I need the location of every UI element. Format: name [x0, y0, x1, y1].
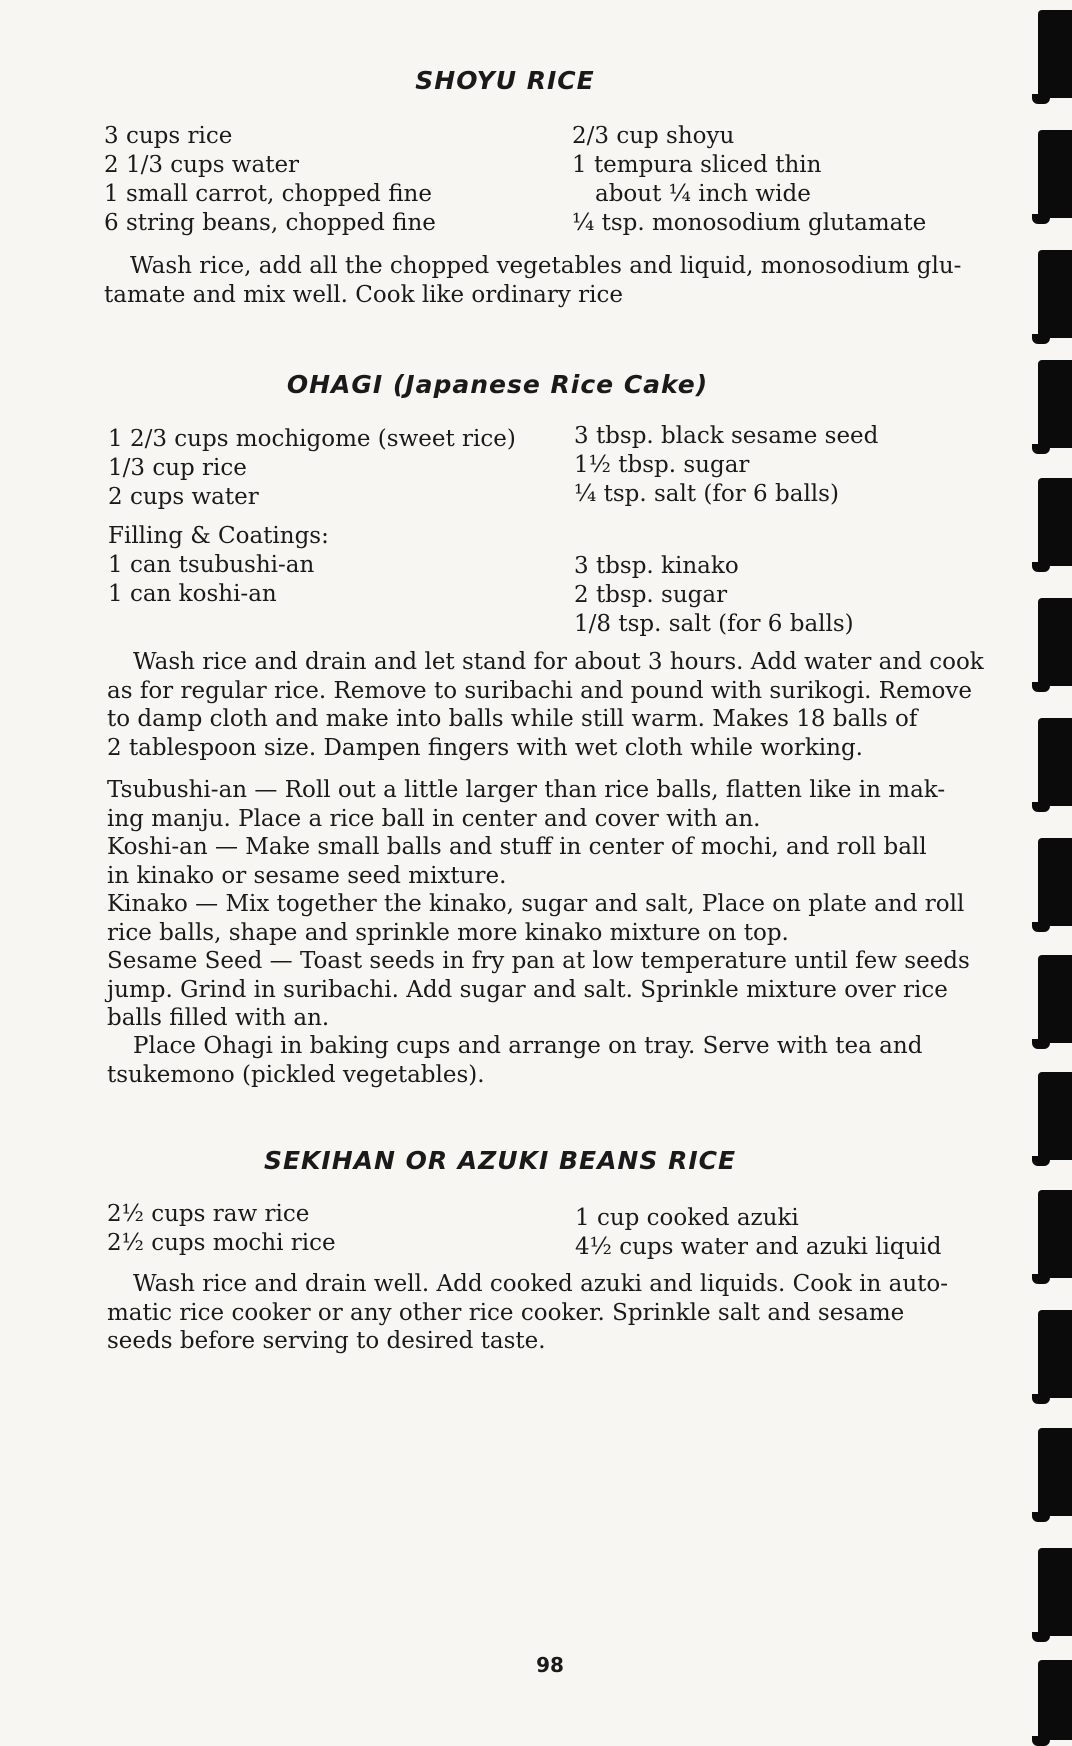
binding-ring — [1038, 130, 1072, 218]
text-line: to damp cloth and make into balls while still warm. Makes 18 balls of — [107, 706, 918, 732]
binding-ring — [1038, 1548, 1072, 1636]
ingredients-left-sekihan — [107, 1200, 336, 1258]
ingredient: 2/3 cup shoyu — [572, 123, 735, 149]
recipe-title-shoyu-rice: SHOYU RICE — [415, 66, 595, 95]
binding-ring — [1038, 1310, 1072, 1398]
instructions-ohagi-1 — [107, 648, 997, 762]
binding-ring — [1038, 250, 1072, 338]
binding-ring — [1038, 838, 1072, 926]
ingredient: 1 tempura sliced thin — [572, 152, 822, 178]
binding-ring — [1038, 1072, 1072, 1160]
text-line: in kinako or sesame seed mixture. — [107, 862, 507, 889]
ingredient: 1 cup cooked azuki — [575, 1205, 799, 1231]
ingredient: 4½ cups water and azuki liquid — [575, 1234, 942, 1260]
text-line: Koshi-an — Make small balls and stuff in center of mochi, and roll ball — [107, 834, 927, 860]
instructions-sekihan — [107, 1270, 997, 1356]
ingredient: 1 small carrot, chopped fine — [104, 181, 432, 207]
binding-ring — [1038, 955, 1072, 1043]
text-line: Kinako — Mix together the kinako, sugar and salt, Place on plate and roll — [107, 891, 965, 917]
ingredient: 1/3 cup rice — [108, 455, 247, 481]
text-line: Wash rice and drain and let stand for about 3 hours. Add water and cook — [133, 649, 984, 675]
recipe-title-ohagi: OHAGI (Japanese Rice Cake) — [286, 370, 709, 399]
text-line: ing manju. Place a rice ball in center and cover with an. — [107, 805, 761, 832]
binding-ring — [1038, 360, 1072, 448]
ingredient: 3 tbsp. kinako — [574, 553, 739, 579]
text-line: tsukemono (pickled vegetables). — [107, 1061, 485, 1088]
page-number: 98 — [536, 1653, 564, 1677]
text-line: rice balls, shape and sprinkle more kinako mixture on top. — [107, 919, 789, 946]
ingredient: 2½ cups mochi rice — [107, 1230, 336, 1256]
text-line: Sesame Seed — Toast seeds in fry pan at low temperature until few seeds — [107, 948, 970, 974]
ingredients-left-shoyu — [104, 122, 436, 238]
ingredient: ¼ tsp. salt (for 6 balls) — [574, 481, 839, 507]
binding-ring — [1038, 1660, 1072, 1740]
filling-left-ohagi — [108, 522, 329, 609]
binding-ring — [1038, 598, 1072, 686]
filling-label: Filling & Coatings: — [108, 523, 329, 549]
text-line: jump. Grind in suribachi. Add sugar and salt. Sprinkle mixture over rice — [107, 976, 948, 1003]
instructions-ohagi-2 — [107, 776, 997, 1033]
binding-ring — [1038, 10, 1072, 98]
ingredient: 1/8 tsp. salt (for 6 balls) — [574, 611, 854, 637]
ingredient: about ¼ inch wide — [595, 181, 811, 207]
ingredient: ¼ tsp. monosodium glutamate — [572, 210, 927, 236]
text-line: seeds before serving to desired taste. — [107, 1328, 546, 1354]
instructions-ohagi-3 — [107, 1032, 997, 1089]
text-line: as for regular rice. Remove to suribachi and pound with surikogi. Remove — [107, 677, 972, 704]
instructions-shoyu — [104, 252, 997, 309]
ingredient: 2 cups water — [108, 484, 259, 510]
ingredient: 1 can koshi-an — [108, 581, 277, 607]
binding-ring — [1038, 1428, 1072, 1516]
binding-ring — [1038, 718, 1072, 806]
text-line: Tsubushi-an — Roll out a little larger than rice balls, flatten like in mak- — [107, 777, 946, 803]
ingredients-right-sekihan — [575, 1204, 941, 1262]
text-line: 2 tablespoon size. Dampen fingers with wet cloth while working. — [107, 734, 863, 761]
text-line: matic rice cooker or any other rice cooker. Sprinkle salt and sesame — [107, 1299, 905, 1326]
ingredient: 1 2/3 cups mochigome (sweet rice) — [108, 426, 516, 452]
ingredient: 1½ tbsp. sugar — [574, 452, 750, 478]
ingredient: 2 1/3 cups water — [104, 152, 300, 178]
binding-ring — [1038, 1190, 1072, 1278]
ingredient: 3 cups rice — [104, 123, 233, 149]
text-line: Wash rice, add all the chopped vegetables and liquid, monosodium glu- — [130, 253, 962, 279]
text-line: tamate and mix well. Cook like ordinary rice — [104, 281, 623, 308]
binding-ring — [1038, 478, 1072, 566]
ingredients-right-shoyu — [572, 122, 926, 238]
filling-right-ohagi — [574, 552, 854, 639]
ingredient: 2½ cups raw rice — [107, 1201, 310, 1227]
text-line: balls filled with an. — [107, 1005, 330, 1031]
text-line: Place Ohagi in baking cups and arrange on tray. Serve with tea and — [133, 1033, 923, 1059]
ingredient: 3 tbsp. black sesame seed — [574, 423, 879, 449]
ingredients-left-ohagi — [108, 425, 516, 512]
recipe-title-sekihan: SEKIHAN OR AZUKI BEANS RICE — [263, 1146, 737, 1175]
ingredient: 2 tbsp. sugar — [574, 582, 728, 608]
ingredient: 1 can tsubushi-an — [108, 552, 315, 578]
text-line: Wash rice and drain well. Add cooked azuki and liquids. Cook in auto- — [133, 1271, 949, 1297]
ingredients-right-ohagi — [574, 422, 878, 509]
spiral-binding — [1028, 0, 1072, 1744]
ingredient: 6 string beans, chopped fine — [104, 210, 436, 236]
